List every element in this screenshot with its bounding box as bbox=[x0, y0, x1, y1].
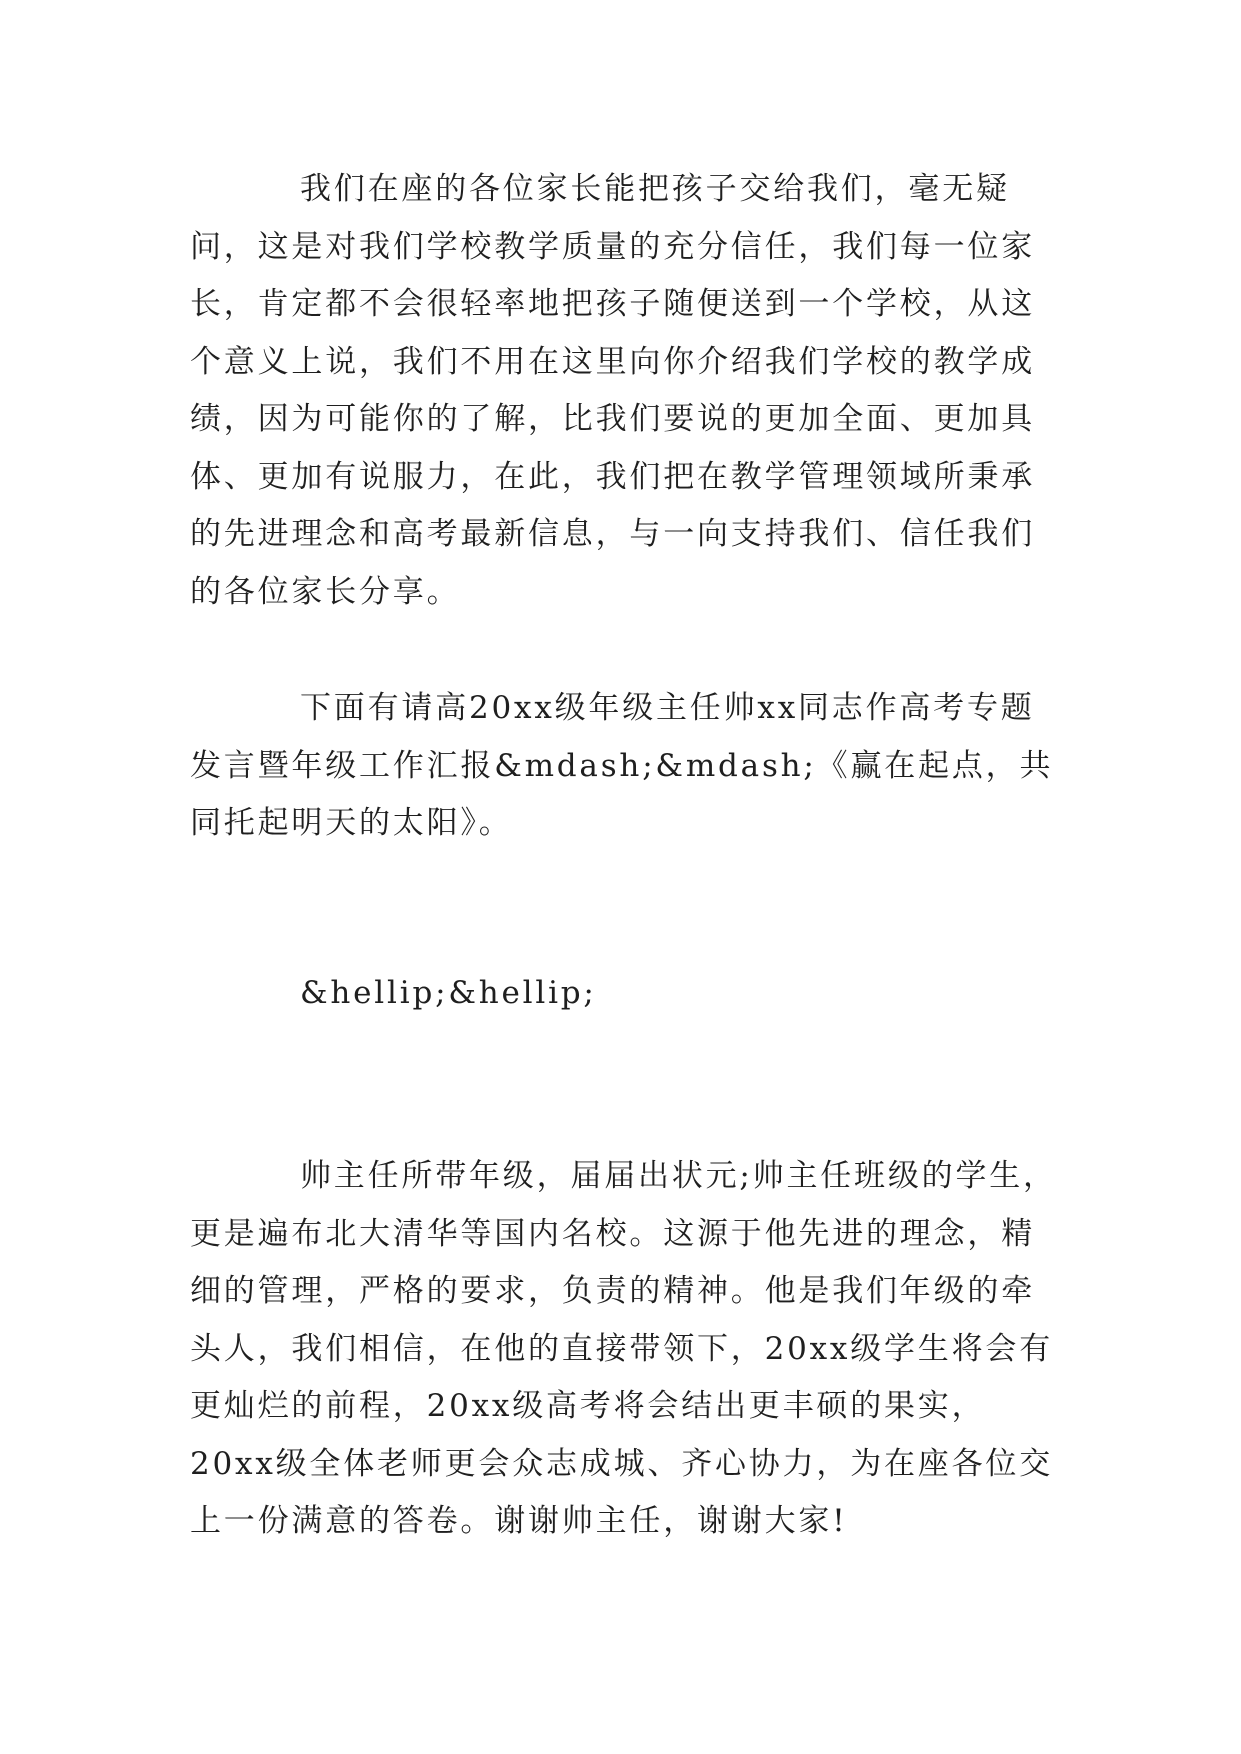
paragraph-opening: 我们在座的各位家长能把孩子交给我们，毫无疑问，这是对我们学校教学质量的充分信任，我们每一位家长，肯定都不会很轻率地把孩子随便送到一个学校，从这个意义上说，我们不用在这里向你介绍我们学校的教学成绩，因为可能你的了解，比我们要说的更加全面、更加具体、更加有说服力，在此，我们把在教学管理领域所秉承的先进理念和高考最新信息，与一向支持我们、信任我们的各位家长分享。 bbox=[190, 171, 1035, 610]
paragraph-introduction: 下面有请高20xx级年级主任帅xx同志作高考专题发言暨年级工作汇报&mdash;&mdash;《赢在起点，共同托起明天的太阳》。 bbox=[190, 690, 1054, 841]
paragraph-ellipsis: &hellip;&hellip; bbox=[300, 975, 597, 1011]
paragraph-closing: 帅主任所带年级，届届出状元;帅主任班级的学生，更是遍布北大清华等国内名校。这源于他先进的理念，精细的管理，严格的要求，负责的精神。他是我们年级的牵头人，我们相信，在他的直接带领下，20xx级学生将会有更灿烂的前程，20xx级高考将会结出更丰硕的果实，20xx级全体老师更会众志成城、齐心协力，为在座各位交上一份满意的答卷。谢谢帅主任，谢谢大家! bbox=[190, 1158, 1057, 1539]
